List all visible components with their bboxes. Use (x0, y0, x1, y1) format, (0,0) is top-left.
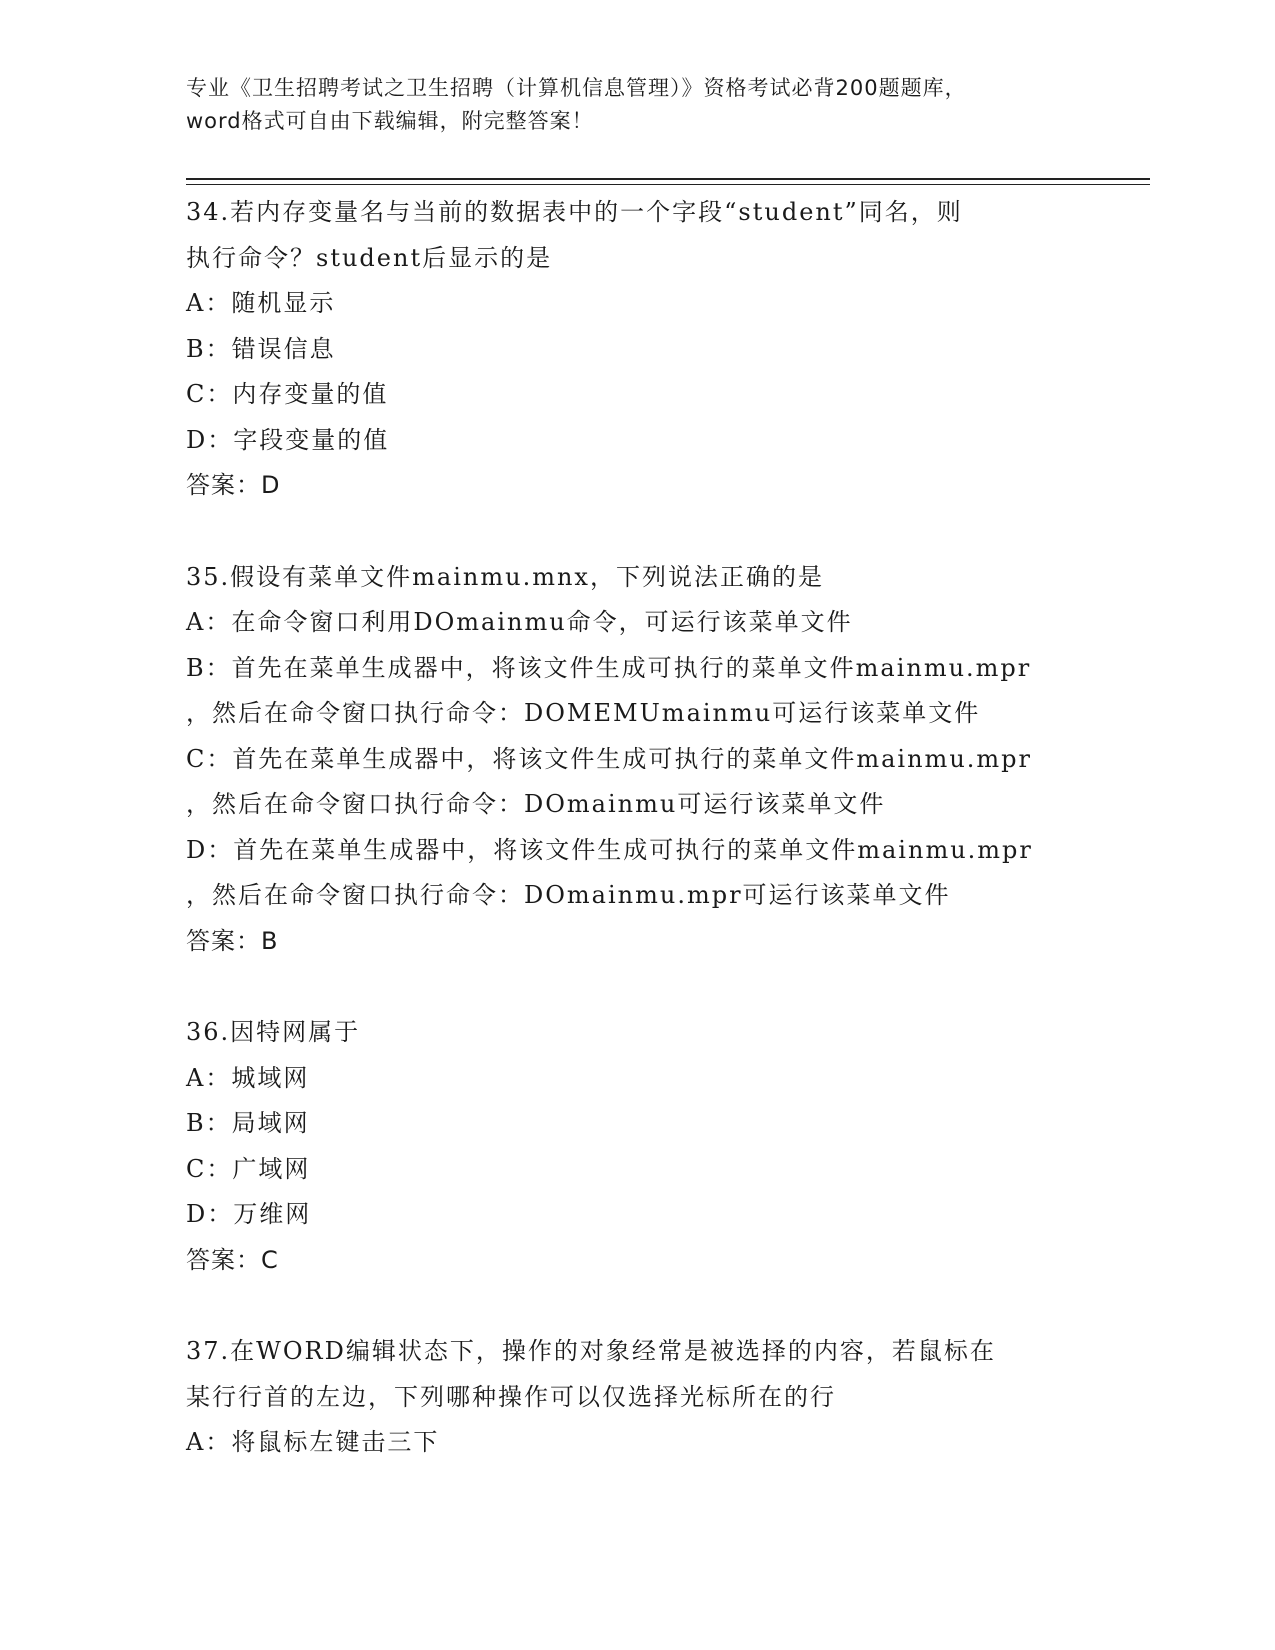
option-a: A：在命令窗口利用DOmainmu命令，可运行该菜单文件 (186, 608, 853, 636)
question-text: 36.因特网属于 (186, 1018, 361, 1046)
header-divider-thin (186, 184, 1150, 185)
option-a: A：城域网 (186, 1063, 310, 1092)
answer: 答案：D (186, 471, 281, 499)
question-text: 34.若内存变量名与当前的数据表中的一个字段“student”同名，则 (186, 198, 963, 226)
answer: 答案：C (186, 1245, 279, 1274)
option-b: B：错误信息 (186, 334, 336, 363)
option-c-continued: ，然后在命令窗口执行命令：DOmainmu可运行该菜单文件 (186, 790, 886, 818)
option-d: D：万维网 (186, 1200, 312, 1228)
header-divider-thick (186, 178, 1150, 180)
option-c: C：首先在菜单生成器中，将该文件生成可执行的菜单文件mainmu.mpr (186, 744, 1032, 773)
document-header (186, 72, 1086, 138)
question-34 (186, 190, 1126, 509)
question-text: 执行命令？student后显示的是 (186, 243, 553, 272)
answer: 答案：B (186, 926, 279, 955)
question-37 (186, 1329, 1126, 1466)
question-36 (186, 1010, 1126, 1283)
option-d: D：字段变量的值 (186, 425, 390, 454)
question-35 (186, 555, 1126, 965)
header-line-1: 专业《卫生招聘考试之卫生招聘（计算机信息管理）》资格考试必背200题题库， (186, 76, 967, 100)
option-c: C：内存变量的值 (186, 380, 389, 408)
option-a: A：随机显示 (186, 289, 336, 317)
header-line-2: word格式可自由下载编辑，附完整答案！ (186, 109, 594, 133)
question-text: 某行行首的左边，下列哪种操作可以仅选择光标所在的行 (186, 1382, 836, 1411)
option-b-continued: ，然后在命令窗口执行命令：DOMEMUmainmu可运行该菜单文件 (186, 699, 981, 727)
option-d: D：首先在菜单生成器中，将该文件生成可执行的菜单文件mainmu.mpr (186, 835, 1033, 864)
option-c: C：广域网 (186, 1154, 311, 1183)
option-b: B：局域网 (186, 1109, 310, 1137)
option-d-continued: ，然后在命令窗口执行命令：DOmainmu.mpr可运行该菜单文件 (186, 881, 951, 909)
question-text: 37.在WORD编辑状态下，操作的对象经常是被选择的内容，若鼠标在 (186, 1337, 996, 1365)
question-list (186, 190, 1126, 1466)
option-b: B：首先在菜单生成器中，将该文件生成可执行的菜单文件mainmu.mpr (186, 653, 1032, 682)
option-a: A：将鼠标左键击三下 (186, 1428, 440, 1456)
question-text: 35.假设有菜单文件mainmu.mnx，下列说法正确的是 (186, 562, 824, 591)
